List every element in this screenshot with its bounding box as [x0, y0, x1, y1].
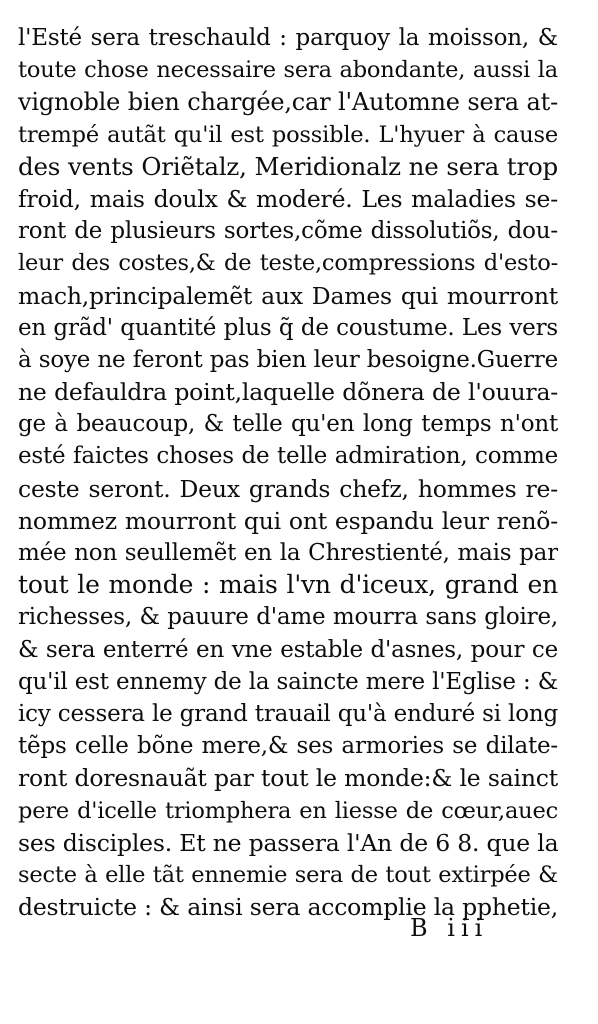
text-line: ceste seront. Deux grands chefz, hommes re-: [18, 474, 558, 503]
text-line: des vents Oriẽtalz, Meridionalz ne sera trop: [18, 151, 558, 181]
text-line: toute chose necessaire sera abondante, aussi la: [18, 57, 558, 84]
text-line: mée non seullemẽt en la Chrestienté, mais par: [18, 540, 558, 566]
text-line: ront de plusieurs sortes,cõme dissolutiõs, dou-: [18, 218, 558, 245]
text-line: ne defauldra point,laquelle dõnera de l'ouura-: [18, 378, 558, 407]
signature-mark: B iii: [410, 914, 489, 942]
text-line: mach,principalemẽt aux Dames qui mourront: [18, 281, 558, 310]
text-line: en grãd' quantité plus q̃ de coustume. Les vers: [18, 314, 558, 341]
text-line: secte à elle tãt ennemie sera de tout extirpée &: [18, 861, 558, 888]
text-line: froid, mais doulx & moderé. Les maladies se-: [18, 184, 558, 213]
text-line: qu'il est ennemy de la saincte mere l'Eglise : &: [18, 668, 558, 695]
text-line: trempé autãt qu'il est possible. L'hyuer à cause: [18, 121, 558, 148]
text-line: destruicte : & ainsi sera accomplie la pphetie,: [18, 893, 558, 922]
text-line: vignoble bien chargée,car l'Automne sera at-: [18, 88, 558, 117]
text-line: ge à beaucoup, & telle qu'en long temps n'ont: [18, 411, 558, 438]
text-line: ront doresnauãt par tout le monde:& le sainct: [18, 764, 558, 793]
text-line: nommez mourront qui ont espandu leur renõ-: [18, 506, 558, 535]
body-text: [18, 22, 558, 923]
text-line: tout le monde : mais l'vn d'iceux, grand en: [18, 570, 558, 600]
text-line: tẽps celle bõne mere,& ses armories se dilate-: [18, 733, 558, 760]
text-line: leur des costes,& de teste,compressions d'esto-: [18, 250, 558, 277]
text-line: & sera enterré en vne estable d'asnes, pour ce: [18, 636, 558, 663]
text-line: ses disciples. Et ne passera l'An de 6 8. que la: [18, 828, 558, 857]
text-line: esté faictes choses de telle admiration, comme: [18, 443, 558, 470]
text-line: l'Esté sera treschauld : parquoy la moisson, &: [18, 25, 558, 51]
text-line: richesses, & pauure d'ame mourra sans gloire,: [18, 604, 558, 631]
text-line: à soye ne feront pas bien leur besoigne.Guerre: [18, 346, 558, 373]
text-line: pere d'icelle triomphera en liesse de cœur,auec: [18, 797, 558, 824]
text-line: icy cessera le grand trauail qu'à enduré si long: [18, 700, 558, 727]
